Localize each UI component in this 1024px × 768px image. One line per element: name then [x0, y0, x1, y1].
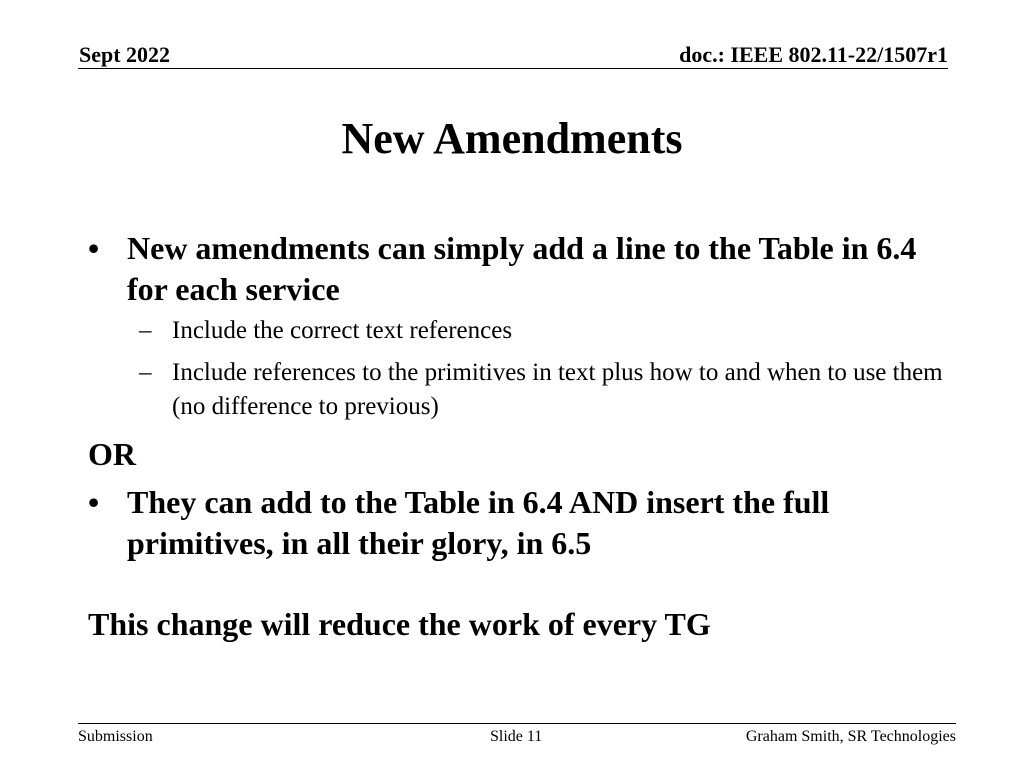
or-separator: OR: [88, 436, 136, 472]
bullet-item-2: [88, 482, 948, 564]
bullet-item-1: [88, 228, 948, 310]
sub-bullet-text: Include the correct text references: [172, 317, 513, 344]
bullet-text: They can add to the Table in 6.4 AND insert the full primitives, in all their glory, in 6.5: [127, 484, 830, 561]
slide-body: [88, 228, 948, 645]
footer-divider: [78, 723, 956, 724]
sub-bullet-marker: –: [139, 317, 152, 344]
sub-bullet-item-1: [88, 314, 948, 348]
sub-bullet-item-2: [88, 356, 948, 424]
sub-bullet-text: Include references to the primitives in text plus how to and when to use them (no difference to previous): [172, 359, 943, 420]
header-date: Sept 2022: [79, 42, 171, 67]
closing-statement: This change will reduce the work of every TG: [88, 606, 711, 642]
slide-number: Slide 11: [490, 728, 543, 745]
sub-bullet-marker: –: [139, 359, 152, 386]
slide-title: New Amendments: [341, 114, 683, 163]
header-doc-id: doc.: IEEE 802.11-22/1507r1: [679, 42, 948, 67]
footer-submission: Submission: [78, 728, 153, 745]
bullet-text: New amendments can simply add a line to the Table in 6.4 for each service: [127, 230, 917, 307]
bullet-marker: •: [88, 484, 100, 520]
header-divider: [78, 68, 948, 69]
bullet-marker: •: [88, 230, 100, 266]
footer-author: Graham Smith, SR Technologies: [745, 728, 956, 745]
